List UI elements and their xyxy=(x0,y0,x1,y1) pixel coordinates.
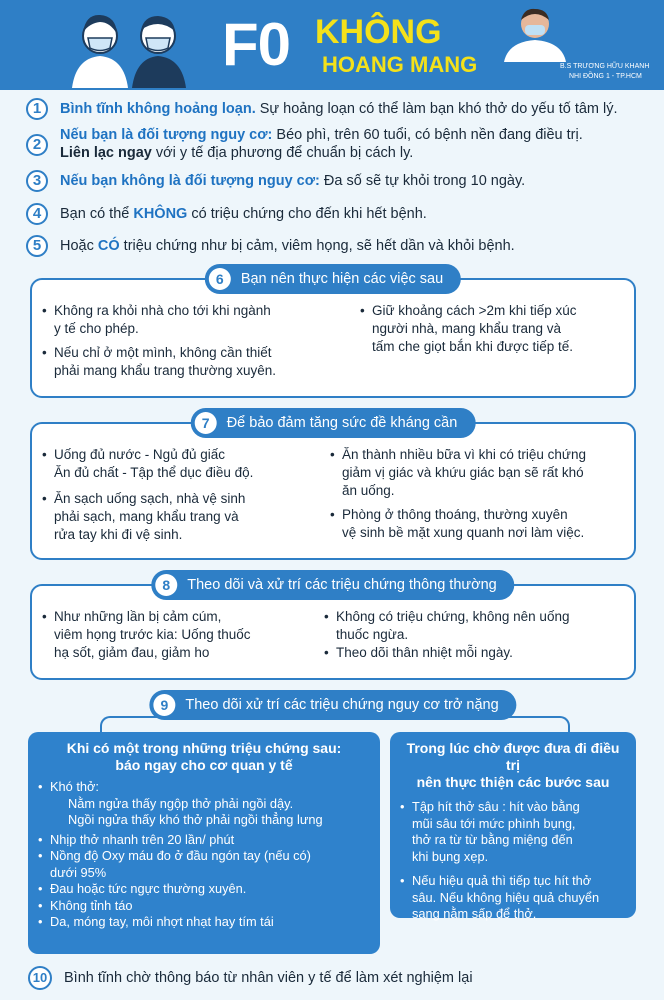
list-item: Đau hoặc tức ngực thường xuyên. xyxy=(50,881,247,896)
wait-heading-2: nên thực thiện các bước sau xyxy=(416,774,610,790)
item-text: Béo phì, trên 60 tuổi, có bệnh nền đang điều trị. xyxy=(272,127,583,143)
section-title: Theo dõi xử trí các triệu chứng nguy cơ trở nặng xyxy=(185,697,499,713)
section-9-urgent-box xyxy=(28,732,380,954)
wait-steps-list: • Tập hít thở sâu : hít vào bằng mũi sâu tới mức phình bụng, thở ra từ từ bằng miệng đến khi bụng xẹp. • Nếu hiệu quả thì tiếp tục hít thở sâu. Nếu không hiệu quả chuyển sang nằm sấp để thở. xyxy=(400,799,626,923)
section-title: Theo dõi và xử trí các triệu chứng thông thường xyxy=(187,577,497,593)
section-number: 7 xyxy=(195,412,217,434)
item-3 xyxy=(26,170,525,192)
section-number: 6 xyxy=(209,268,231,290)
item-5 xyxy=(26,235,515,257)
list-item: Phòng ở thông thoáng, thường xuyên xyxy=(342,507,568,522)
section-8-left-list: • Như những lần bị cảm cúm, viêm họng trước kia: Uống thuốc hạ sốt, giảm đau, giảm ho xyxy=(42,609,251,660)
section-7-box xyxy=(30,415,636,560)
list-item: Khó thở: xyxy=(50,779,99,794)
item-number: 5 xyxy=(26,235,48,257)
section-number: 9 xyxy=(153,694,175,716)
item-number: 10 xyxy=(28,966,52,990)
title-hoang-mang: HOANG MANG xyxy=(322,52,478,77)
item-text: Sự hoảng loạn có thể làm bạn khó thở do yếu tố tâm lý. xyxy=(255,101,618,117)
list-item: Như những lần bị cảm cúm, xyxy=(54,609,222,624)
list-item: mũi sâu tới mức phình bụng, xyxy=(412,815,576,831)
section-6-header xyxy=(205,264,461,294)
section-title: Để bảo đảm tăng sức đề kháng cần xyxy=(226,415,458,431)
f0-title: F0 xyxy=(222,11,291,78)
item-10 xyxy=(28,966,473,990)
item-text: Đa số sẽ tự khỏi trong 10 ngày. xyxy=(319,173,526,189)
list-item: phải mang khẩu trang thường xuyên. xyxy=(54,363,277,378)
list-item: hạ sốt, giảm đau, giảm ho xyxy=(54,645,210,660)
list-item: Uống đủ nước - Ngủ đủ giấc xyxy=(54,447,225,462)
urgent-symptom-list: • Khó thở: Nằm ngửa thấy ngộp thở phải ngồi dậy. Ngồi ngửa thấy khó thở phải ngồi thẳng lưng • Nhịp thở nhanh trên 20 lần/ phút • Nồng độ Oxy máu đo ở đầu ngón tay (nếu có) dưới 95% • Đau hoặc tức ngực thường xuyên. • Không tỉnh táo • Da, móng tay, môi nhợt nhạt hay tím tái xyxy=(38,779,370,931)
item-1 xyxy=(26,98,618,120)
wait-heading: Trong lúc chờ được đưa đi điều trị xyxy=(406,740,620,773)
list-item: viêm họng trước kia: Uống thuốc xyxy=(54,627,251,642)
list-item: người nhà, mang khẩu trang và xyxy=(372,321,562,336)
item-lead-2: Liên lạc ngay xyxy=(60,145,152,161)
list-item: giảm vị giác và khứu giác bạn sẽ rất khó xyxy=(342,465,584,480)
item-lead: Nếu bạn không là đối tượng nguy cơ: xyxy=(60,173,320,189)
list-item: ăn uống. xyxy=(342,483,395,498)
list-item: Không ra khỏi nhà cho tới khi ngành xyxy=(54,303,271,318)
doctor-hospital: NHI ĐỒNG 1 - TP.HCM xyxy=(569,73,642,80)
section-8-box xyxy=(30,577,636,680)
section-9-wait-box xyxy=(390,732,636,921)
urgent-heading: Khi có một trong những triệu chứng sau: xyxy=(66,740,342,756)
list-item: Da, móng tay, môi nhợt nhạt hay tím tái xyxy=(50,914,274,929)
list-item: vệ sinh bề mặt xung quanh nơi làm việc. xyxy=(342,525,585,540)
item-highlight: KHÔNG xyxy=(133,206,188,222)
masked-people-icon xyxy=(70,8,190,88)
item-text-2: triệu chứng như bị cảm, viêm họng, sẽ hết dần và khỏi bệnh. xyxy=(119,238,515,254)
header-banner xyxy=(0,0,664,90)
section-7-right-list: • Ăn thành nhiều bữa vì khi có triệu chứng giảm vị giác và khứu giác bạn sẽ rất khó ăn uống. • Phòng ở thông thoáng, thường xuyên vệ sinh bề mặt xung quanh nơi làm việc. xyxy=(330,447,586,540)
item-highlight: CÓ xyxy=(97,238,120,254)
section-6-left-list: • Không ra khỏi nhà cho tới khi ngành y tế cho phép. • Nếu chỉ ở một mình, không cần thiết phải mang khẩu trang thường xuyên. xyxy=(42,303,277,378)
item-text: Bình tĩnh chờ thông báo từ nhân viên y tế để làm xét nghiệm lại xyxy=(64,970,473,986)
list-item: khi bụng xẹp. xyxy=(412,848,489,864)
item-2 xyxy=(26,126,583,162)
list-item: Nằm ngửa thấy ngộp thở phải ngồi dậy. xyxy=(68,795,294,811)
item-number: 3 xyxy=(26,170,48,192)
section-9-header xyxy=(149,690,516,720)
item-text: Bạn có thể xyxy=(60,206,134,222)
list-item: dưới 95% xyxy=(50,864,107,880)
section-number: 8 xyxy=(155,574,177,596)
item-text-2: có triệu chứng cho đến khi hết bệnh. xyxy=(187,206,427,222)
section-title: Bạn nên thực hiện các việc sau xyxy=(240,271,444,287)
item-number: 2 xyxy=(26,134,48,156)
title-khong: KHÔNG xyxy=(315,13,442,51)
section-6-right-list: • Giữ khoảng cách >2m khi tiếp xúc người nhà, mang khẩu trang và tấm che giọt bắn khi được tiếp tế. xyxy=(360,303,577,354)
list-item: Ăn sạch uống sạch, nhà vệ sinh xyxy=(54,491,246,506)
doctor-name: B.S TRƯƠNG HỮU KHANH xyxy=(560,63,650,70)
section-8-header xyxy=(151,570,514,600)
section-7-left-list: • Uống đủ nước - Ngủ đủ giấc Ăn đủ chất - Tập thể dục điều độ. • Ăn sạch uống sạch, nhà vệ sinh phải sạch, mang khẩu trang và rửa tay khi đi vệ sinh. xyxy=(42,447,254,542)
list-item: Theo dõi thân nhiệt mỗi ngày. xyxy=(336,645,513,660)
section-7-header xyxy=(191,408,476,438)
list-item: sang nằm sấp để thở. xyxy=(412,906,537,921)
list-item: Không có triệu chứng, không nên uống xyxy=(336,609,570,624)
list-item: rửa tay khi đi vệ sinh. xyxy=(54,527,183,542)
item-number: 4 xyxy=(26,203,48,225)
list-item: Nếu hiệu quả thì tiếp tục hít thở xyxy=(412,873,592,888)
urgent-heading-2: báo ngay cho cơ quan y tế xyxy=(115,757,293,773)
list-item: thở ra từ từ bằng miệng đến xyxy=(412,832,573,847)
list-item: Nhịp thở nhanh trên 20 lần/ phút xyxy=(50,831,235,847)
item-lead: Nếu bạn là đối tượng nguy cơ: xyxy=(60,127,273,143)
list-item: Giữ khoảng cách >2m khi tiếp xúc xyxy=(372,303,577,318)
doctor-portrait-icon xyxy=(500,4,570,62)
list-item: sâu. Nếu không hiệu quả chuyển xyxy=(412,889,600,905)
item-lead: Bình tĩnh không hoảng loạn. xyxy=(60,101,256,117)
list-item: thuốc ngừa. xyxy=(336,627,409,642)
list-item: tấm che giọt bắn khi được tiếp tế. xyxy=(372,339,573,354)
section-8-right-list: • Không có triệu chứng, không nên uống thuốc ngừa. • Theo dõi thân nhiệt mỗi ngày. xyxy=(324,609,570,660)
item-text-2: với y tế địa phương để chuẩn bị cách ly. xyxy=(151,145,414,161)
list-item: Ngồi ngửa thấy khó thở phải ngồi thẳng lưng xyxy=(68,812,323,827)
section-6-box xyxy=(30,271,636,398)
item-4 xyxy=(26,203,427,225)
list-item: Nồng độ Oxy máu đo ở đầu ngón tay (nếu có) xyxy=(50,848,311,863)
list-item: Ăn đủ chất - Tập thể dục điều độ. xyxy=(54,465,254,480)
list-item: Nếu chỉ ở một mình, không cần thiết xyxy=(54,345,272,360)
item-number: 1 xyxy=(26,98,48,120)
item-text: Hoặc xyxy=(60,238,98,254)
list-item: y tế cho phép. xyxy=(54,321,139,336)
list-item: Ăn thành nhiều bữa vì khi có triệu chứng xyxy=(342,447,586,462)
list-item: Không tỉnh táo xyxy=(50,897,133,913)
list-item: Tập hít thở sâu : hít vào bằng xyxy=(412,799,580,814)
list-item: phải sạch, mang khẩu trang và xyxy=(54,509,239,524)
